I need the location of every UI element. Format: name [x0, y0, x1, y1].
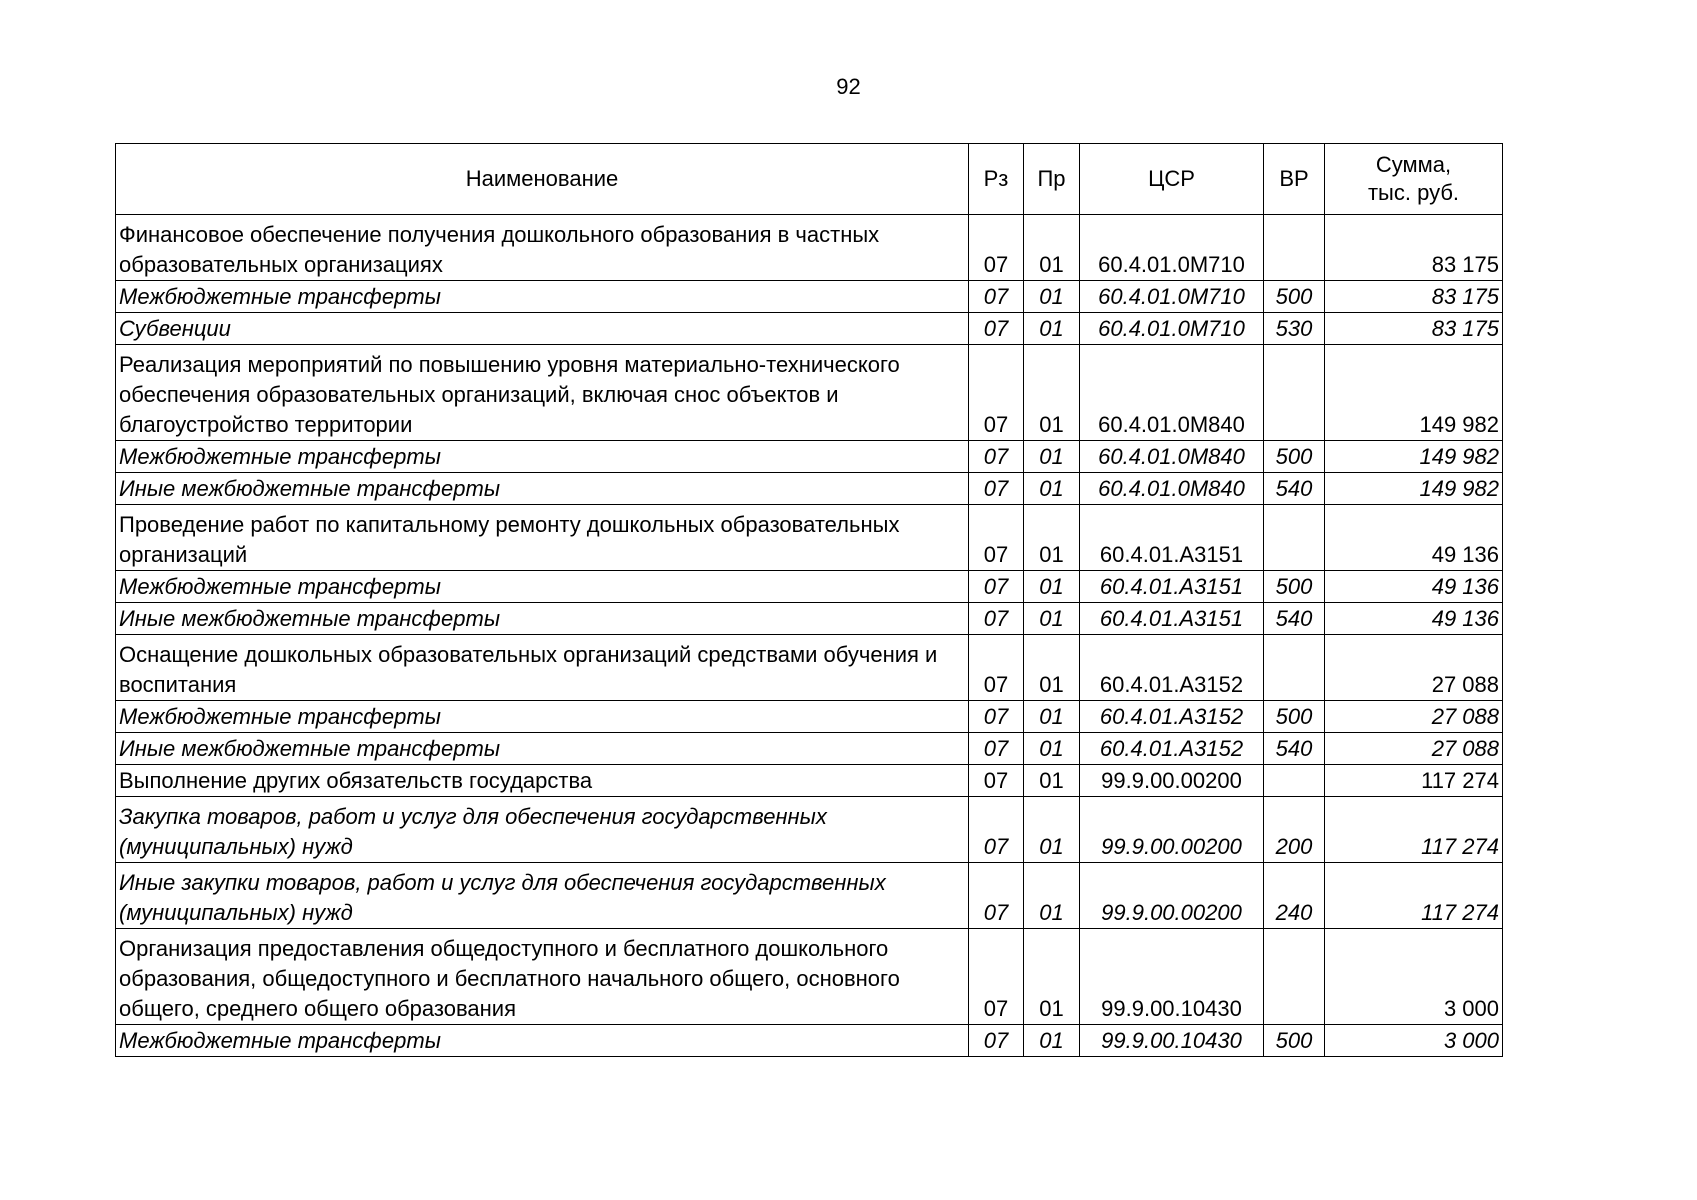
row-vr: 540	[1264, 603, 1325, 635]
row-rz: 07	[969, 473, 1024, 505]
table-row	[116, 473, 1503, 505]
row-pr: 01	[1024, 863, 1080, 929]
page-number: 92	[836, 74, 861, 99]
row-name: Иные закупки товаров, работ и услуг для обеспечения государственных (муниципальных) нужд	[116, 863, 969, 929]
table-row	[116, 281, 1503, 313]
row-vr: 240	[1264, 863, 1325, 929]
header-sum-line1: Сумма,	[1375, 152, 1452, 177]
table-row	[116, 701, 1503, 733]
row-csr: 99.9.00.00200	[1080, 863, 1264, 929]
row-vr	[1264, 635, 1325, 701]
row-vr: 500	[1264, 571, 1325, 603]
row-pr: 01	[1024, 929, 1080, 1025]
table-row	[116, 345, 1503, 441]
row-vr	[1264, 215, 1325, 281]
table-row	[116, 571, 1503, 603]
row-csr: 99.9.00.00200	[1080, 797, 1264, 863]
table-row	[116, 635, 1503, 701]
row-csr: 99.9.00.10430	[1080, 1025, 1264, 1057]
row-vr	[1264, 505, 1325, 571]
row-sum: 149 982	[1325, 473, 1503, 505]
row-sum: 83 175	[1325, 215, 1503, 281]
row-sum: 3 000	[1325, 1025, 1503, 1057]
row-rz: 07	[969, 797, 1024, 863]
row-pr: 01	[1024, 765, 1080, 797]
row-rz: 07	[969, 929, 1024, 1025]
row-vr: 200	[1264, 797, 1325, 863]
header-pr: Пр	[1024, 144, 1080, 215]
table-row	[116, 765, 1503, 797]
row-name: Реализация мероприятий по повышению уровня материально-технического обеспечения образовательных организаций, включая снос объектов и благоустройство территории	[116, 345, 969, 441]
row-name: Выполнение других обязательств государства	[116, 765, 969, 797]
row-pr: 01	[1024, 215, 1080, 281]
row-sum: 27 088	[1325, 635, 1503, 701]
row-name: Межбюджетные трансферты	[116, 571, 969, 603]
header-csr: ЦСР	[1080, 144, 1264, 215]
row-vr: 540	[1264, 473, 1325, 505]
table-row	[116, 505, 1503, 571]
row-pr: 01	[1024, 441, 1080, 473]
row-csr: 60.4.01.0М840	[1080, 441, 1264, 473]
row-pr: 01	[1024, 701, 1080, 733]
row-name: Межбюджетные трансферты	[116, 281, 969, 313]
row-sum: 83 175	[1325, 313, 1503, 345]
table-row	[116, 733, 1503, 765]
table-row	[116, 441, 1503, 473]
row-rz: 07	[969, 345, 1024, 441]
table-row	[116, 215, 1503, 281]
row-csr: 60.4.01.А3152	[1080, 701, 1264, 733]
row-rz: 07	[969, 765, 1024, 797]
row-rz: 07	[969, 313, 1024, 345]
row-csr: 60.4.01.А3151	[1080, 603, 1264, 635]
row-csr: 60.4.01.0М710	[1080, 281, 1264, 313]
row-name: Оснащение дошкольных образовательных организаций средствами обучения и воспитания	[116, 635, 969, 701]
table-row	[116, 797, 1503, 863]
row-vr	[1264, 929, 1325, 1025]
header-sum	[1325, 144, 1503, 215]
header-vr: ВР	[1264, 144, 1325, 215]
row-sum: 27 088	[1325, 733, 1503, 765]
table-header-row	[116, 144, 1503, 215]
row-csr: 60.4.01.0М710	[1080, 215, 1264, 281]
row-rz: 07	[969, 441, 1024, 473]
row-pr: 01	[1024, 635, 1080, 701]
row-rz: 07	[969, 863, 1024, 929]
row-rz: 07	[969, 215, 1024, 281]
row-sum: 27 088	[1325, 701, 1503, 733]
header-sum-line2: тыс. руб.	[1367, 180, 1460, 205]
table-row	[116, 1025, 1503, 1057]
budget-table	[115, 143, 1503, 1057]
row-sum: 149 982	[1325, 441, 1503, 473]
row-vr: 500	[1264, 281, 1325, 313]
row-name: Межбюджетные трансферты	[116, 1025, 969, 1057]
row-sum: 117 274	[1325, 765, 1503, 797]
row-sum: 149 982	[1325, 345, 1503, 441]
row-sum: 49 136	[1325, 505, 1503, 571]
table-row	[116, 863, 1503, 929]
table-row	[116, 603, 1503, 635]
row-pr: 01	[1024, 1025, 1080, 1057]
row-name: Субвенции	[116, 313, 969, 345]
row-sum: 117 274	[1325, 863, 1503, 929]
row-name: Иные межбюджетные трансферты	[116, 473, 969, 505]
row-name: Проведение работ по капитальному ремонту дошкольных образовательных организаций	[116, 505, 969, 571]
table-row	[116, 929, 1503, 1025]
row-rz: 07	[969, 701, 1024, 733]
row-pr: 01	[1024, 571, 1080, 603]
table-row	[116, 313, 1503, 345]
row-csr: 60.4.01.А3151	[1080, 571, 1264, 603]
row-csr: 60.4.01.0М840	[1080, 345, 1264, 441]
row-name: Межбюджетные трансферты	[116, 701, 969, 733]
row-csr: 60.4.01.А3152	[1080, 733, 1264, 765]
row-pr: 01	[1024, 603, 1080, 635]
row-sum: 117 274	[1325, 797, 1503, 863]
row-sum: 49 136	[1325, 571, 1503, 603]
row-pr: 01	[1024, 733, 1080, 765]
row-name: Финансовое обеспечение получения дошкольного образования в частных образовательных организациях	[116, 215, 969, 281]
row-vr: 540	[1264, 733, 1325, 765]
row-csr: 60.4.01.0М840	[1080, 473, 1264, 505]
row-vr: 530	[1264, 313, 1325, 345]
row-pr: 01	[1024, 797, 1080, 863]
row-pr: 01	[1024, 505, 1080, 571]
row-rz: 07	[969, 733, 1024, 765]
row-vr: 500	[1264, 701, 1325, 733]
header-rz: Рз	[969, 144, 1024, 215]
row-name: Организация предоставления общедоступного и бесплатного дошкольного образования, общедоступного и бесплатного начального общего, основного общего, среднего общего образования	[116, 929, 969, 1025]
row-pr: 01	[1024, 281, 1080, 313]
row-rz: 07	[969, 603, 1024, 635]
row-pr: 01	[1024, 473, 1080, 505]
row-csr: 60.4.01.0М710	[1080, 313, 1264, 345]
row-sum: 83 175	[1325, 281, 1503, 313]
row-rz: 07	[969, 1025, 1024, 1057]
row-name: Иные межбюджетные трансферты	[116, 603, 969, 635]
row-sum: 3 000	[1325, 929, 1503, 1025]
row-pr: 01	[1024, 345, 1080, 441]
row-rz: 07	[969, 505, 1024, 571]
row-rz: 07	[969, 281, 1024, 313]
row-csr: 99.9.00.10430	[1080, 929, 1264, 1025]
row-name: Закупка товаров, работ и услуг для обеспечения государственных (муниципальных) нужд	[116, 797, 969, 863]
row-vr: 500	[1264, 441, 1325, 473]
row-rz: 07	[969, 571, 1024, 603]
row-vr	[1264, 765, 1325, 797]
row-vr: 500	[1264, 1025, 1325, 1057]
row-csr: 99.9.00.00200	[1080, 765, 1264, 797]
row-vr	[1264, 345, 1325, 441]
row-rz: 07	[969, 635, 1024, 701]
header-name: Наименование	[116, 144, 969, 215]
row-pr: 01	[1024, 313, 1080, 345]
row-csr: 60.4.01.А3152	[1080, 635, 1264, 701]
row-name: Межбюджетные трансферты	[116, 441, 969, 473]
row-name: Иные межбюджетные трансферты	[116, 733, 969, 765]
row-sum: 49 136	[1325, 603, 1503, 635]
row-csr: 60.4.01.А3151	[1080, 505, 1264, 571]
